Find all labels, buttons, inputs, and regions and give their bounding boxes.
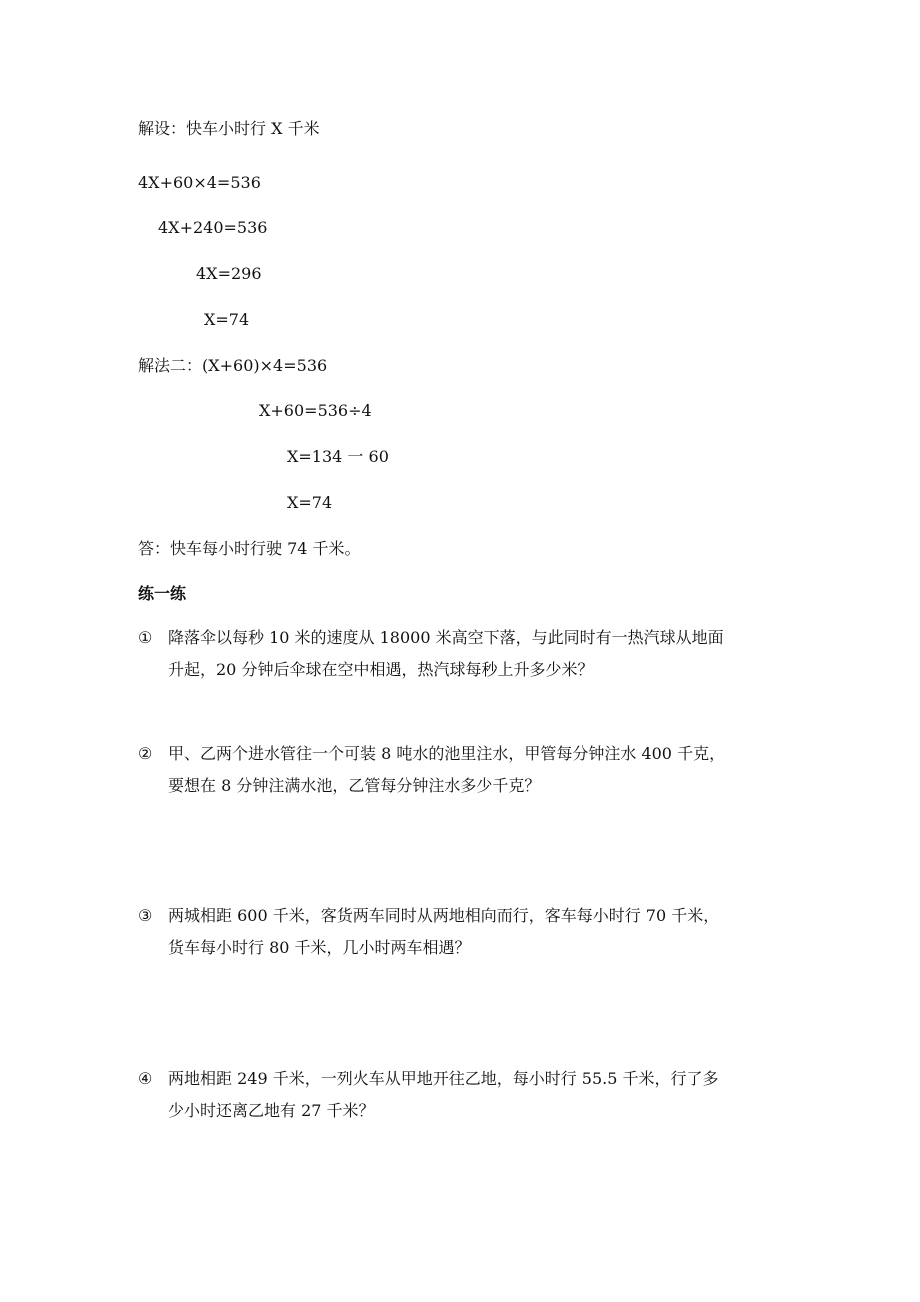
problem-3 (138, 905, 798, 969)
problem-1 (138, 627, 798, 691)
problem-line: 两城相距 600 千米，客货两车同时从两地相向而行，客车每小时行 70 千米， (168, 906, 720, 925)
solution1-step-4: X=74 (204, 310, 250, 329)
problem-line: 要想在 8 分钟注满水池，乙管每分钟注水多少千克？ (168, 776, 541, 795)
problem-number: ① (138, 628, 153, 647)
problem-number: ③ (138, 906, 153, 925)
solution2-step-1: X+60=536÷4 (259, 401, 372, 420)
problem-line: 两地相距 249 千米，一列火车从甲地开往乙地，每小时行 55.5 千米，行了多 (168, 1069, 719, 1088)
problem-4 (138, 1068, 798, 1132)
problem-line: 升起，20 分钟后伞球在空中相遇，热汽球每秒上升多少米？ (168, 660, 594, 679)
problem-line: 少小时还离乙地有 27 千米？ (168, 1101, 375, 1120)
problem-text (168, 905, 798, 969)
solution2-label: 解法二：(X+60)×4=536 (138, 356, 328, 375)
problem-number: ④ (138, 1069, 153, 1088)
solution2-step-3: X=74 (287, 493, 333, 512)
answer-line: 答：快车每小时行驶 74 千米。 (138, 539, 361, 558)
solution1-step-1: 4X+60×4=536 (138, 173, 261, 192)
problem-text (168, 743, 798, 807)
problem-text (168, 627, 798, 691)
solution1-setup: 解设：快车小时行 X 千米 (138, 119, 320, 138)
problem-line: 甲、乙两个进水管往一个可装 8 吨水的池里注水，甲管每分钟注水 400 千克， (168, 744, 726, 763)
solution2-step-2: X=134 一 60 (287, 447, 389, 466)
problem-number: ② (138, 744, 153, 763)
solution1-step-2: 4X+240=536 (158, 218, 268, 237)
problem-2 (138, 743, 798, 807)
practice-heading: 练一练 (138, 584, 187, 603)
problem-text (168, 1068, 798, 1132)
problem-line: 货车每小时行 80 千米，几小时两车相遇？ (168, 938, 471, 957)
solution1-step-3: 4X=296 (196, 264, 262, 283)
problem-line: 降落伞以每秒 10 米的速度从 18000 米高空下落，与此同时有一热汽球从地面 (168, 628, 724, 647)
